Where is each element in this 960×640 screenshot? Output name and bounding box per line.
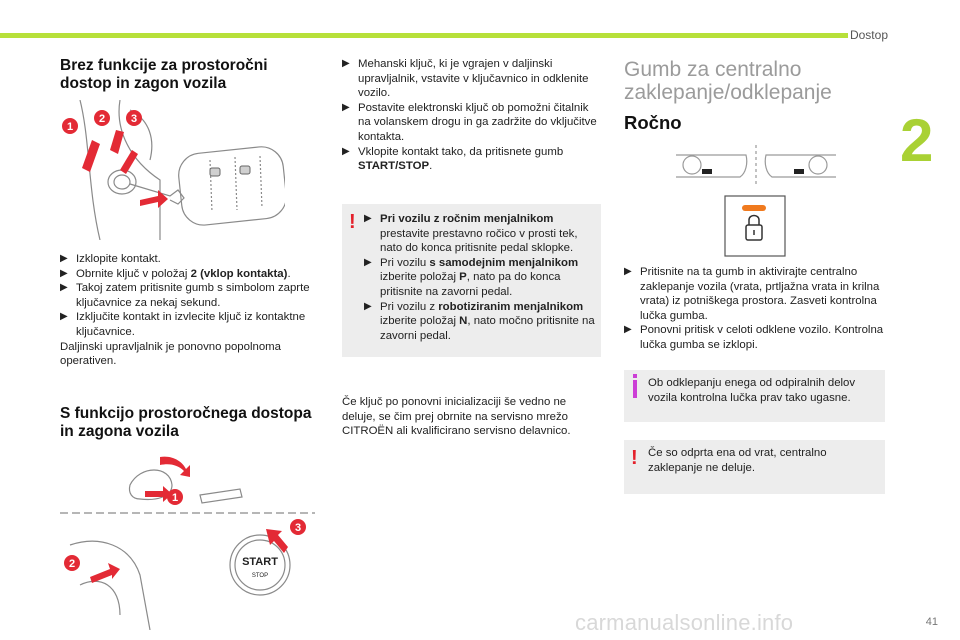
- bullet-arrow-icon: ▶: [342, 58, 350, 69]
- list-item: ▶ Izklopite kontakt.: [60, 253, 161, 265]
- list-item: ▶ Vklopite kontakt tako, da pritisnete gumb START/STOP.: [342, 145, 564, 173]
- warning-box-transmission: [342, 204, 601, 357]
- info-note: Ob odklepanju enega od odpiralnih delov vozila kontrolna lučka prav tako ugasne.: [648, 377, 856, 404]
- list-item: ▶ Postavite elektronski ključ ob pomožni čitalnik na volanskem drogu in ga zadržite do vključitve kontakta.: [342, 101, 597, 143]
- warning-list-item: ▶ Pri vozilu z robotiziranim menjalnikom izberite položaj N, nato močno pritisnite na zavorni pedal.: [364, 300, 595, 342]
- warning-icon: !: [349, 211, 356, 233]
- warning-icon: !: [631, 447, 638, 469]
- svg-text:3: 3: [130, 113, 138, 125]
- key-ignition-illustration: [60, 100, 285, 240]
- heading-without-handsfree: Brez funkcije za prostoročni dostop in zagon vozila: [60, 57, 268, 92]
- bullet-arrow-icon: ▶: [60, 267, 68, 279]
- warning-note: Če so odprta ena od vrat, centralno zaklepanje ne deluje.: [648, 447, 827, 474]
- heading-with-handsfree: S funkcijo prostoročnega dostopa in zagona vozila: [60, 405, 312, 440]
- bullet-arrow-icon: ▶: [624, 266, 632, 277]
- stop-label: STOP: [251, 573, 269, 579]
- bullet-arrow-icon: ▶: [342, 101, 350, 113]
- central-lock-illustration: [676, 145, 836, 260]
- info-box: [624, 370, 885, 422]
- list-item: ▶ Mehanski ključ, ki je vgrajen v daljinski upravljalnik, vstavite v ključavnico in odklenite vozilo.: [342, 58, 589, 100]
- svg-text:1: 1: [171, 492, 179, 504]
- warning-list-item: ▶ Pri vozilu z ročnim menjalnikom prestavite prestavno ročico v prosti tek, nato do konca pritisnite pedal sklopke.: [364, 213, 578, 255]
- warning-list-item: ▶ Pri vozilu s samodejnim menjalnikom izberite položaj P, nato pa do konca pritisnite na zavorni pedal.: [364, 256, 579, 298]
- svg-text:3: 3: [294, 522, 302, 534]
- watermark: carmanualsonline.info: [575, 610, 794, 635]
- bullet-arrow-icon: ▶: [364, 213, 372, 224]
- chapter-number: 2: [900, 107, 934, 174]
- middle-steps: [342, 57, 600, 174]
- svg-text:2: 2: [68, 558, 76, 570]
- service-paragraph: Če ključ po ponovni inicializaciji še vedno ne deluje, se čim prej obrnite na servisno mrežo CITROËN ali kvalificirano servisno delavnico.: [342, 396, 571, 438]
- svg-text:1: 1: [66, 121, 74, 133]
- bullet-arrow-icon: ▶: [60, 282, 68, 294]
- start-label: START: [242, 556, 278, 568]
- handsfree-start-illustration: [60, 455, 315, 630]
- svg-text:2: 2: [98, 113, 106, 125]
- reactivation-note: Daljinski upravljalnik je ponovno popolnoma operativen.: [60, 340, 281, 368]
- bullet-arrow-icon: ▶: [60, 253, 68, 264]
- bullet-arrow-icon: ▶: [60, 311, 68, 323]
- section-label: Dostop: [849, 28, 888, 42]
- list-item: ▶ Ponovni pritisk v celoti odklene vozilo. Kontrolna lučka gumba se izklopi.: [624, 324, 884, 351]
- list-item: ▶ Pritisnite na ta gumb in aktivirajte centralno zaklepanje vozila (vrata, prtljažna vrata in krilna vrata) iz potniškega prostora. Zasveti kontrolna lučka gumba.: [624, 266, 880, 322]
- bullet-arrow-icon: ▶: [364, 300, 372, 312]
- lamp-indicator: [742, 205, 766, 211]
- left-steps: [60, 252, 312, 369]
- list-item: ▶ Izključite kontakt in izvlecite ključ iz kontaktne ključavnice.: [60, 311, 306, 338]
- padlock-icon: [746, 216, 762, 241]
- info-icon: [633, 380, 637, 398]
- subtitle-manual: Ročno: [624, 112, 682, 133]
- header-accent-bar: [0, 33, 848, 38]
- bullet-arrow-icon: ▶: [624, 324, 632, 336]
- warning-box-doors: [624, 440, 885, 494]
- list-item: ▶ Obrnite ključ v položaj 2 (vklop kontakta).: [60, 267, 291, 280]
- right-steps: [624, 265, 886, 353]
- bullet-arrow-icon: ▶: [364, 256, 372, 268]
- page-title: Gumb za centralno zaklepanje/odklepanje: [624, 58, 832, 104]
- bullet-arrow-icon: ▶: [342, 145, 350, 157]
- list-item: ▶ Takoj zatem pritisnite gumb s simbolom zaprte ključavnice za nekaj sekund.: [60, 282, 310, 309]
- page-number: 41: [925, 616, 938, 628]
